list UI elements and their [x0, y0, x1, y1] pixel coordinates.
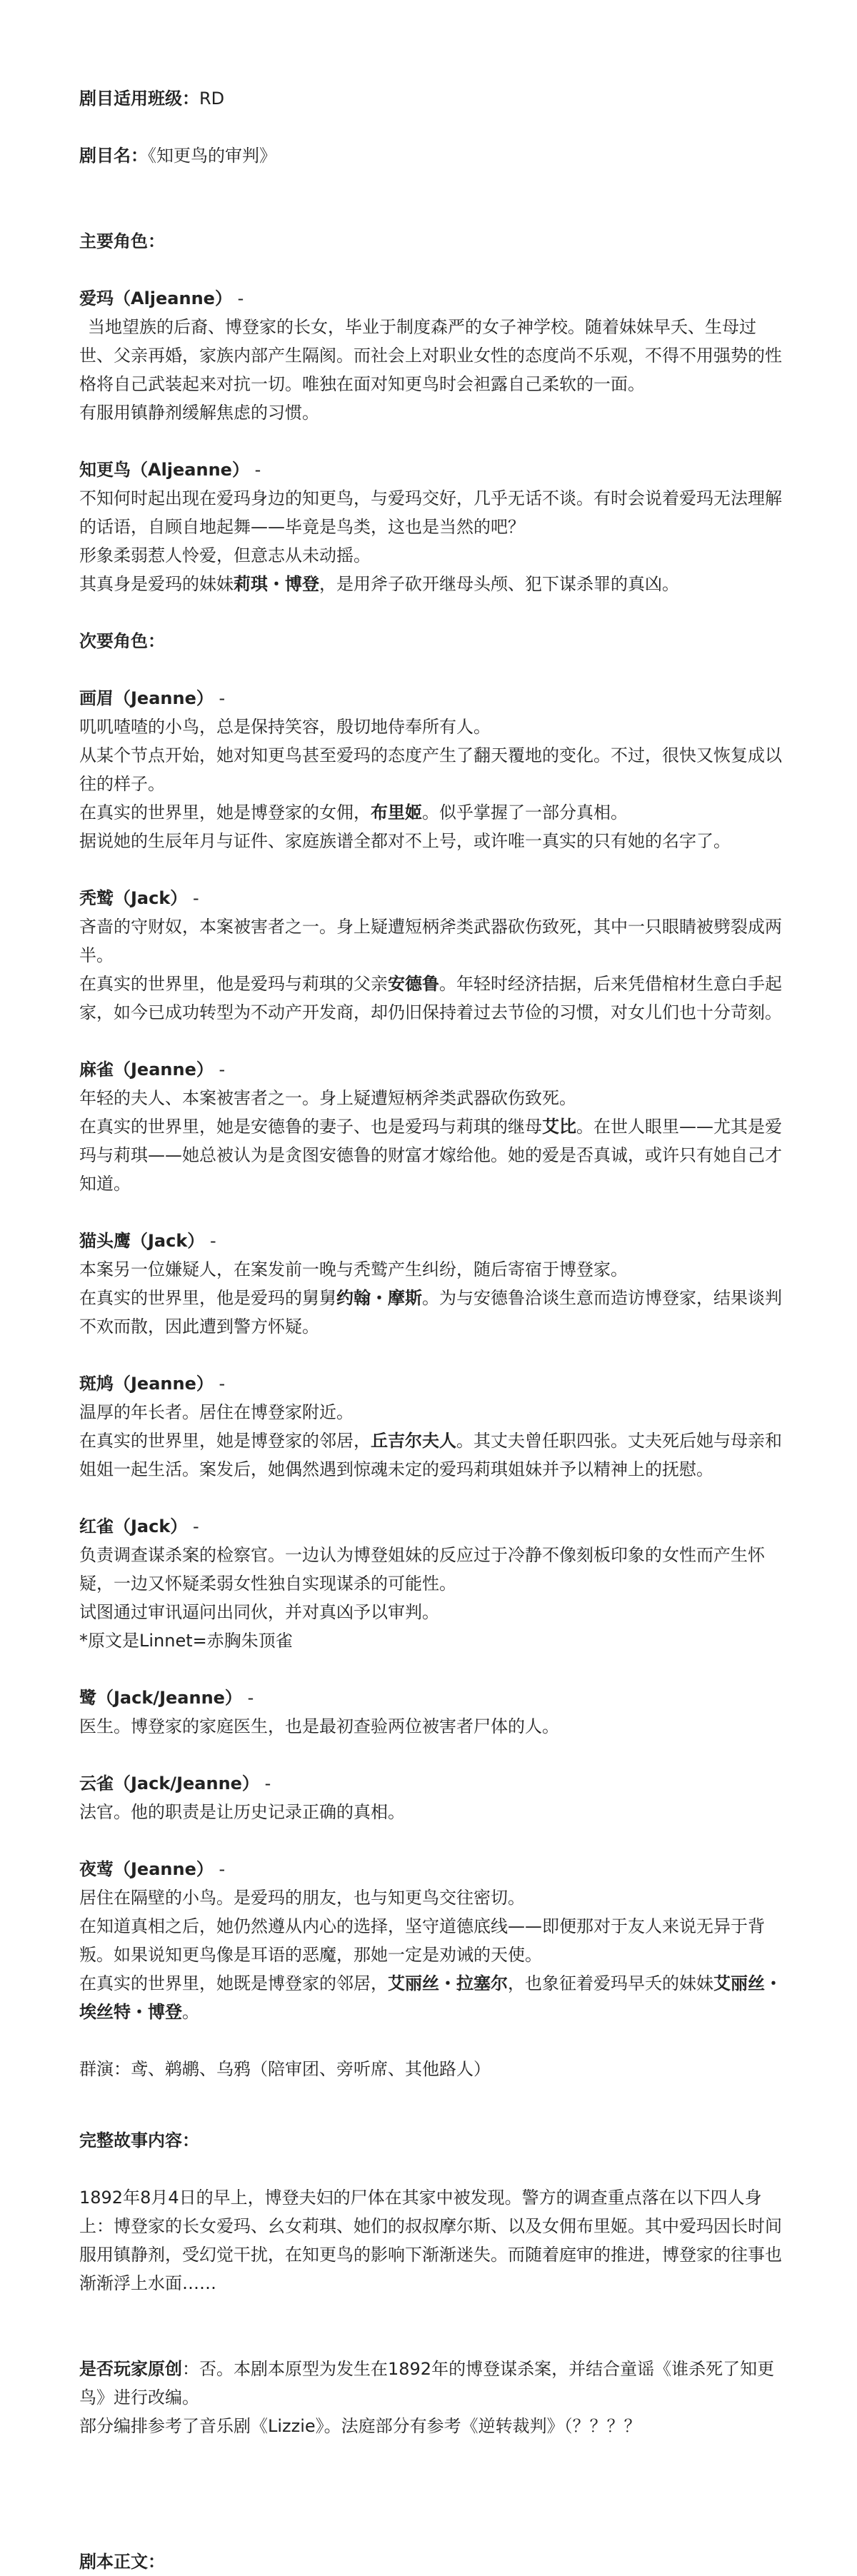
role-title — [79, 284, 786, 313]
role-desc: 在知道真相之后，她仍然遵从内心的选择，坚守道德底线——即便那对于友人来说无异于背叛。如果说知更鸟像是耳语的恶魔，那她一定是劝诫的天使。 — [79, 1916, 765, 1965]
role-desc — [79, 1969, 786, 2026]
role-title — [79, 1855, 786, 1883]
role-title — [79, 1684, 786, 1712]
role-name: 猫头鹰（Jack） — [79, 1231, 205, 1251]
text-run: ，是用斧子砍开继母头颅、犯下谋杀罪的真凶。 — [319, 574, 679, 594]
role-desc: 试图通过审讯逼问出同伙，并对真凶予以审判。 — [79, 1602, 439, 1622]
role-desc — [79, 1112, 786, 1198]
script-heading: 剧本正文： — [79, 2552, 165, 2572]
role-lark — [79, 1769, 786, 1826]
role-desc — [79, 1284, 786, 1341]
reference-line: 部分编排参考了音乐剧《Lizzie》。法庭部分有参考《逆转裁判》（？？？？ — [79, 2416, 641, 2436]
role-title — [79, 1055, 786, 1084]
role-name: 夜莺（Jeanne） — [79, 1859, 214, 1879]
story-heading: 完整故事内容： — [79, 2130, 199, 2150]
role-desc: 不知何时起出现在爱玛身边的知更鸟，与爱玛交好，几乎无话不谈。有时会说着爱玛无法理解的话语，自顾自地起舞——毕竟是鸟类，这也是当然的吧？ — [79, 488, 782, 537]
role-note: *原文是Linnet=赤胸朱顶雀 — [79, 1631, 293, 1651]
true-identity: 丘吉尔夫人 — [371, 1431, 456, 1451]
role-desc — [79, 798, 786, 827]
original-line — [79, 2355, 786, 2412]
text-run: 。其丈夫曾任职四张。丈夫死后她与母亲和姐姐一起生活。案发后，她偶然遇到惊魂未定的爱玛莉琪姐妹并予以精神上的抚慰。 — [79, 1431, 782, 1479]
role-desc: 医生。博登家的家庭医生，也是最初查验两位被害者尸体的人。 — [79, 1716, 559, 1736]
text-run: 。 — [182, 2002, 199, 2022]
title-value: 《知更鸟的审判》 — [148, 146, 276, 166]
role-name: 秃鹫（Jack） — [79, 888, 188, 908]
role-desc: 吝啬的守财奴，本案被害者之一。身上疑遭短柄斧类武器砍伤致死，其中一只眼睛被劈裂成两半。 — [79, 917, 782, 965]
true-identity: 艾比 — [542, 1117, 576, 1137]
role-name: 爱玛（Aljeanne） — [79, 288, 232, 308]
role-suffix: - — [231, 288, 244, 308]
role-name: 鹭（Jack/Jeanne） — [79, 1688, 242, 1708]
text-run: 。在世人眼里——尤其是爱玛与莉琪——她总被认为是贪图安德鲁的财富才嫁给他。她的爱是否真诚，或许只有她自己才知道。 — [79, 1117, 782, 1194]
role-desc: 叽叽喳喳的小鸟，总是保持笑容，殷切地侍奉所有人。 — [79, 717, 491, 737]
minor-roles-heading: 次要角色： — [79, 631, 165, 651]
role-desc: 据说她的生辰年月与证件、家庭族谱全都对不上号，或许唯一真实的只有她的名字了。 — [79, 831, 731, 851]
true-identity: 艾丽丝・拉塞尔 — [388, 1973, 508, 1993]
text-run: 在真实的世界里，她是安德鲁的妻子、也是爱玛与莉琪的继母 — [79, 1117, 542, 1137]
role-robin — [79, 456, 786, 598]
role-nightingale — [79, 1855, 786, 2026]
role-suffix: - — [204, 1231, 216, 1251]
text-run: 在真实的世界里，她是博登家的女佣， — [79, 803, 371, 822]
role-vulture — [79, 884, 786, 1027]
role-desc: 法官。他的职责是让历史记录正确的真相。 — [79, 1802, 405, 1822]
text-run: 。年轻时经济拮据，后来凭借棺材生意白手起家，如今已成功转型为不动产开发商，却仍旧保持着过去节俭的习惯，对女儿们也十分苛刻。 — [79, 974, 782, 1022]
true-identity: 布里姬 — [371, 803, 422, 822]
role-title — [79, 1769, 786, 1798]
role-title — [79, 1369, 786, 1398]
role-suffix: - — [259, 1773, 271, 1793]
role-suffix: - — [249, 460, 261, 480]
title-line — [79, 141, 786, 170]
role-suffix: - — [213, 1859, 226, 1879]
text-run: ，也象征着爱玛早夭的妹妹 — [508, 1973, 713, 1993]
role-desc: 当地望族的后裔、博登家的长女，毕业于制度森严的女子神学校。随着妹妹早夭、生母过世、父亲再婚，家族内部产生隔阂。而社会上对职业女性的态度尚不乐观，不得不用强势的性格将自己武装起来对抗一切。唯独在面对知更鸟时会袒露自己柔软的一面。 — [79, 317, 782, 394]
text-run: 其真身是爱玛的妹妹 — [79, 574, 234, 594]
role-desc — [79, 970, 786, 1027]
role-desc: 温厚的年长者。居住在博登家附近。 — [79, 1402, 354, 1422]
class-value: RD — [199, 89, 225, 109]
title-label: 剧目名： — [79, 146, 148, 166]
text-run: 。为与安德鲁洽谈生意而造访博登家，结果谈判不欢而散，因此遭到警方怀疑。 — [79, 1288, 782, 1337]
role-title — [79, 884, 786, 912]
text-run: 在真实的世界里，她是博登家的邻居， — [79, 1431, 371, 1451]
role-desc: 有服用镇静剂缓解焦虑的习惯。 — [79, 403, 319, 423]
role-name: 画眉（Jeanne） — [79, 688, 214, 708]
role-desc: 形象柔弱惹人怜爱，但意志从未动摇。 — [79, 545, 371, 565]
role-dove — [79, 1369, 786, 1484]
true-identity: 安德鲁 — [388, 974, 439, 994]
role-owl — [79, 1227, 786, 1341]
text-run: 在真实的世界里，她既是博登家的邻居， — [79, 1973, 388, 1993]
text-run: 。似乎掌握了一部分真相。 — [422, 803, 628, 822]
role-title — [79, 684, 786, 713]
role-title — [79, 456, 786, 484]
role-name: 麻雀（Jeanne） — [79, 1060, 214, 1080]
story-text: 1892年8月4日的早上，博登夫妇的尸体在其家中被发现。警方的调查重点落在以下四人身上：博登家的长女爱玛、幺女莉琪、她们的叔叔摩尔斯、以及女佣布里姬。其中爱玛因长时间服用镇静剂，受幻觉干扰，在知更鸟的影响下渐渐迷失。而随着庭审的推进，博登家的往事也渐渐浮上水面…… — [79, 2188, 782, 2293]
true-identity: 艾丽丝・埃丝特・博登 — [79, 1973, 782, 2022]
role-suffix: - — [213, 1374, 226, 1394]
role-name: 斑鸠（Jeanne） — [79, 1374, 214, 1394]
role-thrush — [79, 684, 786, 855]
role-redbird — [79, 1512, 786, 1655]
role-title — [79, 1512, 786, 1541]
role-desc: 从某个节点开始，她对知更鸟甚至爱玛的态度产生了翻天覆地的变化。不过，很快又恢复成以往的样子。 — [79, 745, 782, 794]
role-desc: 负责调查谋杀案的检察官。一边认为博登姐妹的反应过于冷静不像刻板印象的女性而产生怀疑，一边又怀疑柔弱女性独自实现谋杀的可能性。 — [79, 1545, 765, 1594]
role-desc — [79, 570, 786, 598]
role-desc — [79, 1427, 786, 1484]
class-label: 剧目适用班级： — [79, 89, 199, 109]
role-name: 知更鸟（Aljeanne） — [79, 460, 249, 480]
role-title — [79, 1227, 786, 1255]
true-identity: 约翰・摩斯 — [336, 1288, 422, 1308]
role-desc: 居住在隔壁的小鸟。是爱玛的朋友，也与知更鸟交往密切。 — [79, 1888, 525, 1908]
class-line — [79, 84, 786, 113]
role-desc: 本案另一位嫌疑人，在案发前一晚与秃鹫产生纠纷，随后寄宿于博登家。 — [79, 1259, 628, 1279]
role-suffix: - — [187, 1516, 199, 1536]
role-suffix: - — [213, 1060, 226, 1080]
original-text: ：否。本剧本原型为发生在1892年的博登谋杀案，并结合童谣《谁杀死了知更鸟》进行改编。 — [79, 2359, 775, 2408]
text-run: 在真实的世界里，他是爱玛与莉琪的父亲 — [79, 974, 388, 994]
main-roles-heading: 主要角色： — [79, 231, 165, 251]
role-suffix: - — [187, 888, 199, 908]
chorus-line: 群演：鸢、鹈鹕、乌鸦（陪审团、旁听席、其他路人） — [79, 2059, 491, 2079]
role-kite — [79, 1684, 786, 1741]
role-name: 红雀（Jack） — [79, 1516, 188, 1536]
role-suffix: - — [241, 1688, 254, 1708]
document-body — [79, 84, 786, 2576]
role-emma — [79, 284, 786, 427]
true-identity: 莉琪・博登 — [234, 574, 319, 594]
role-suffix: - — [213, 688, 226, 708]
role-sparrow — [79, 1055, 786, 1198]
text-run: 在真实的世界里，他是爱玛的舅舅 — [79, 1288, 336, 1308]
role-desc: 年轻的夫人、本案被害者之一。身上疑遭短柄斧类武器砍伤致死。 — [79, 1088, 576, 1108]
role-name: 云雀（Jack/Jeanne） — [79, 1773, 259, 1793]
original-label: 是否玩家原创 — [79, 2359, 182, 2379]
